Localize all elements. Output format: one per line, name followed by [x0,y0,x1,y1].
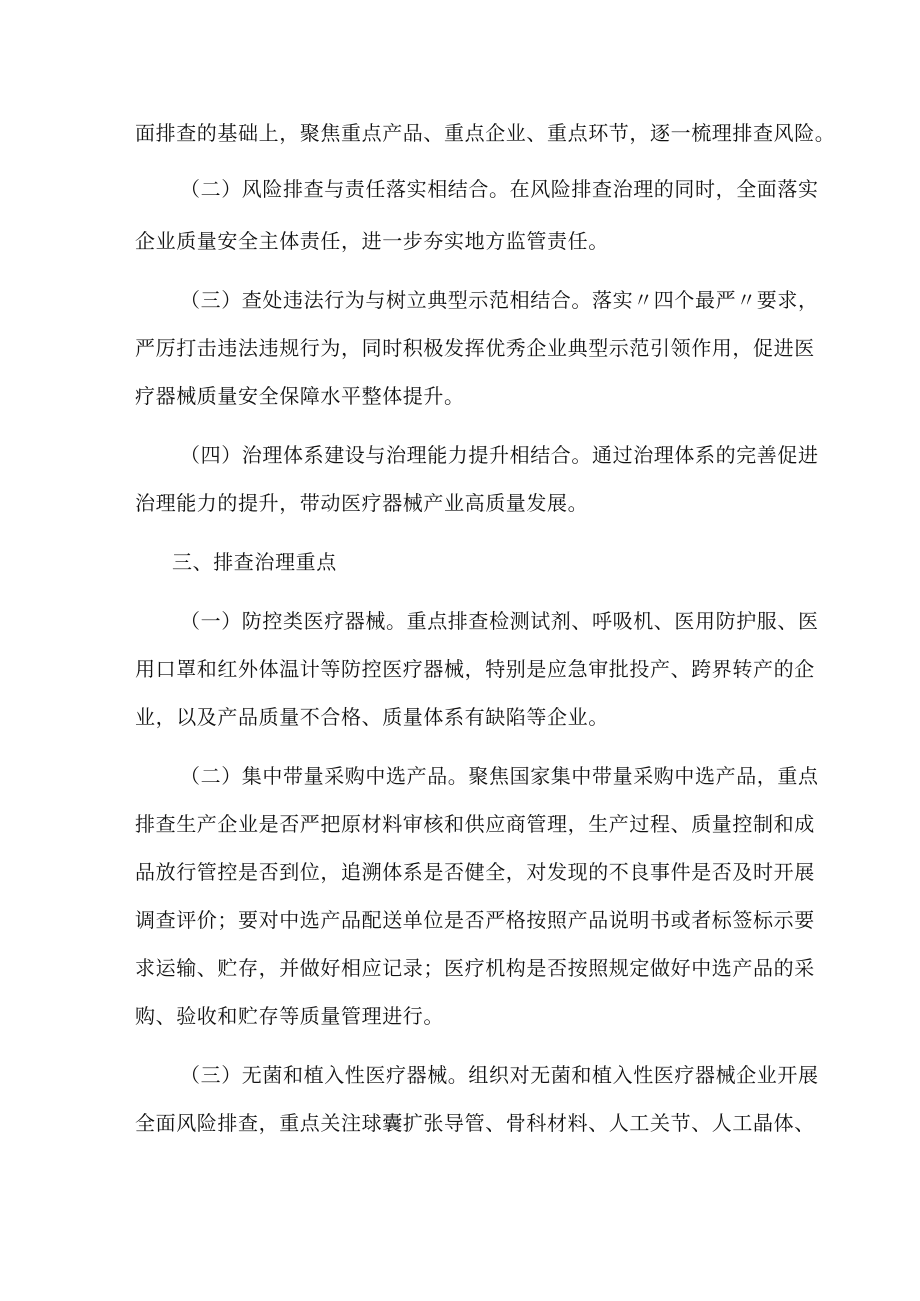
paragraph-line: 面排查的基础上，聚焦重点产品、重点企业、重点环节，逐一梳理排查风险。 [135,121,836,145]
paragraph-line: （二）集中带量采购中选产品。聚焦国家集中带量采购中选产品，重点 [180,764,819,788]
paragraph-line: （二）风险排查与责任落实相结合。在风险排查治理的同时，全面落实 [180,177,819,201]
paragraph-line: 企业质量安全主体责任，进一步夯实地方监管责任。 [135,229,609,253]
paragraph-line: 业，以及产品质量不合格、质量体系有缺陷等企业。 [135,705,609,729]
paragraph-line: （一）防控类医疗器械。重点排查检测试剂、呼吸机、医用防护服、医 [180,609,819,633]
paragraph-line: 治理能力的提升，带动医疗器械产业高质量发展。 [135,491,589,515]
paragraph-line: 调查评价；要对中选产品配送单位是否严格按照产品说明书或者标签标示要 [135,908,815,932]
section-heading: 三、排查治理重点 [172,550,337,574]
paragraph-line: 全面风险排查，重点关注球囊扩张导管、骨科材料、人工关节、人工晶体、 [135,1111,815,1135]
paragraph-line: （三）查处违法行为与树立典型示范相结合。落实〃四个最严〃要求， [180,288,819,312]
paragraph-line: （三）无菌和植入性医疗器械。组织对无菌和植入性医疗器械企业开展 [180,1063,819,1087]
paragraph-line: （四）治理体系建设与治理能力提升相结合。通过治理体系的完善促进 [180,443,819,467]
paragraph-line: 购、验收和贮存等质量管理进行。 [135,1004,444,1028]
paragraph-line: 品放行管控是否到位，追溯体系是否健全，对发现的不良事件是否及时开展 [135,860,815,884]
paragraph-line: 求运输、贮存，并做好相应记录；医疗机构是否按照规定做好中选产品的采 [135,956,815,980]
paragraph-line: 排查生产企业是否严把原材料审核和供应商管理，生产过程、质量控制和成 [135,812,815,836]
paragraph-line: 用口罩和红外体温计等防控医疗器械，特别是应急审批投产、跨界转产的企 [135,657,815,681]
paragraph-line: 严厉打击违法违规行为，同时积极发挥优秀企业典型示范引领作用，促进医 [135,336,815,360]
paragraph-line: 疗器械质量安全保障水平整体提升。 [135,384,465,408]
